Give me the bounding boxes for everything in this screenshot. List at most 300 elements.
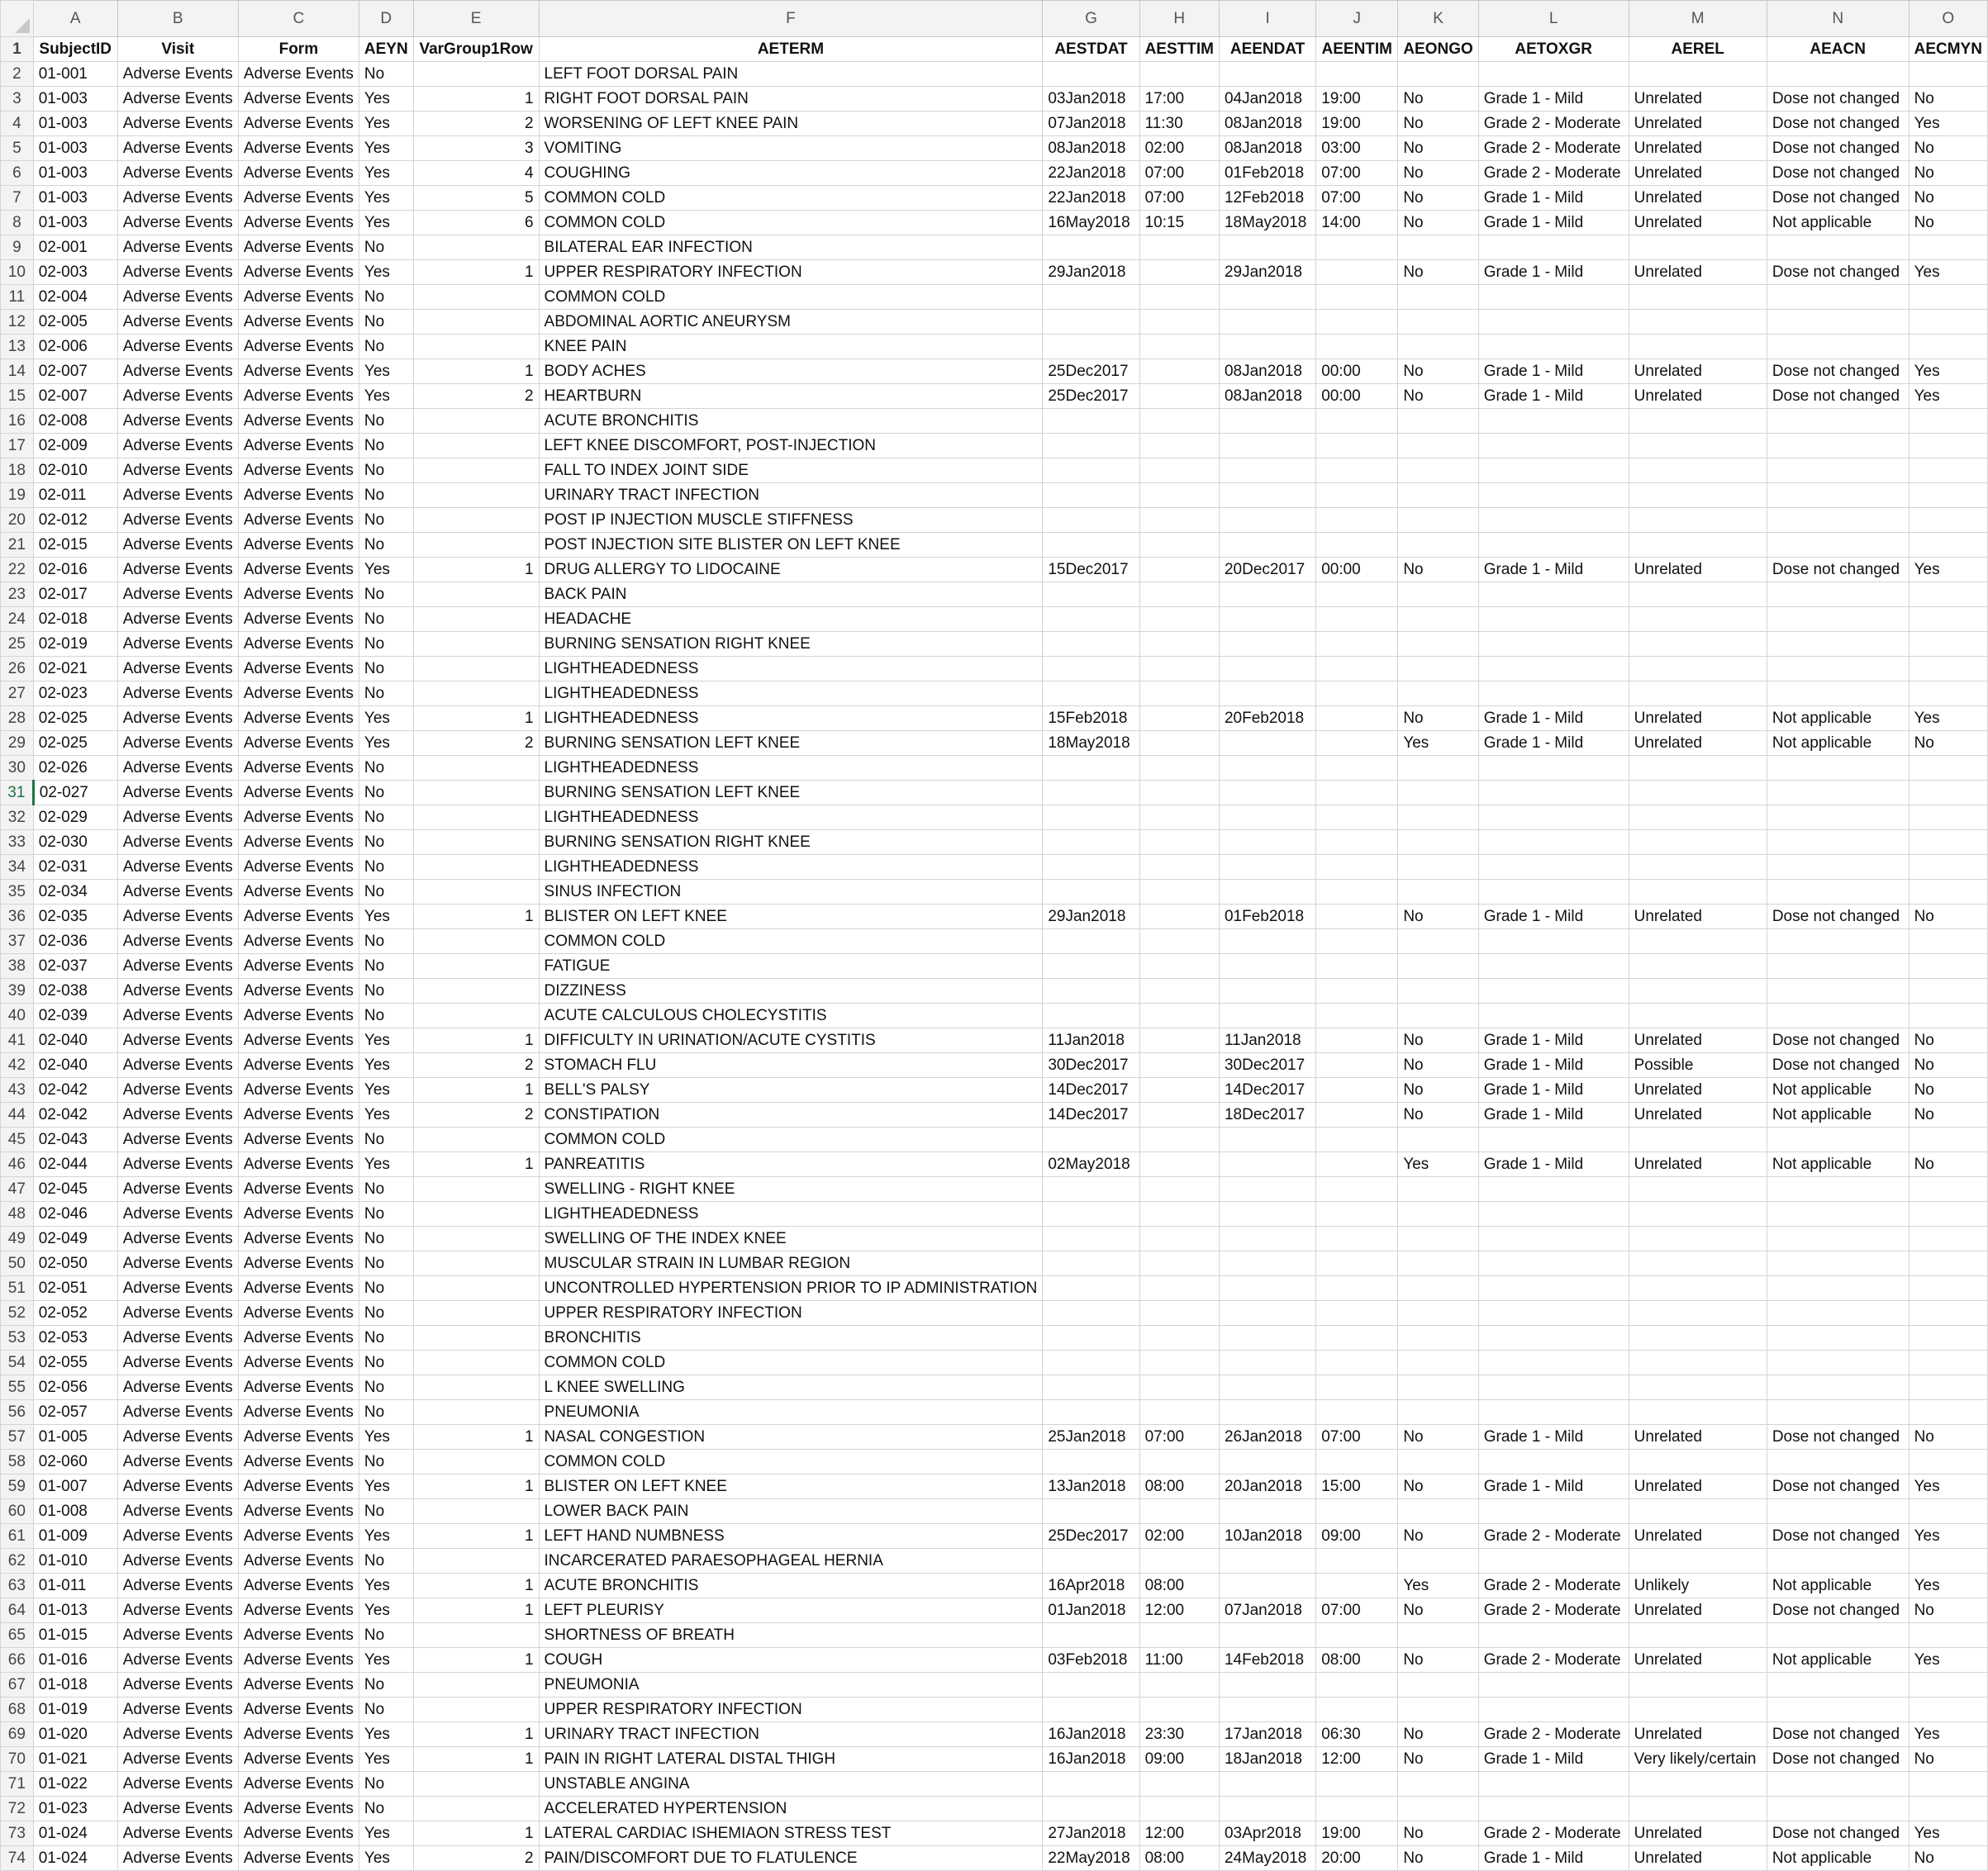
cell[interactable]: 00:00 (1316, 384, 1398, 409)
cell[interactable]: 01-024 (33, 1821, 117, 1846)
cell[interactable]: Adverse Events (238, 805, 359, 830)
field-header-cell[interactable]: AESTTIM (1139, 37, 1219, 62)
cell[interactable]: 04Jan2018 (1219, 87, 1315, 112)
cell[interactable]: 02-001 (33, 235, 117, 260)
cell[interactable]: Adverse Events (238, 112, 359, 136)
cell[interactable] (1316, 954, 1398, 979)
row-number[interactable]: 25 (1, 632, 34, 657)
cell[interactable]: PNEUMONIA (539, 1673, 1043, 1698)
cell[interactable]: 10Jan2018 (1219, 1524, 1315, 1549)
cell[interactable] (1219, 1549, 1315, 1574)
cell[interactable]: Adverse Events (117, 657, 238, 681)
cell[interactable] (1909, 582, 1987, 607)
cell[interactable]: Adverse Events (238, 681, 359, 706)
row-number[interactable]: 42 (1, 1053, 34, 1078)
cell[interactable]: Adverse Events (238, 731, 359, 756)
cell[interactable]: LIGHTHEADEDNESS (539, 805, 1043, 830)
cell[interactable]: 26Jan2018 (1219, 1425, 1315, 1450)
cell[interactable]: 02-049 (33, 1227, 117, 1251)
cell[interactable]: No (359, 1400, 413, 1425)
cell[interactable] (1043, 1128, 1139, 1152)
cell[interactable] (1219, 1698, 1315, 1722)
cell[interactable] (1767, 756, 1909, 781)
cell[interactable]: Grade 1 - Mild (1478, 1078, 1629, 1103)
cell[interactable] (1767, 1004, 1909, 1028)
cell[interactable]: Adverse Events (117, 1202, 238, 1227)
cell[interactable] (1909, 1326, 1987, 1351)
cell[interactable]: Adverse Events (117, 1722, 238, 1747)
cell[interactable]: No (1398, 706, 1478, 731)
cell[interactable] (1043, 1400, 1139, 1425)
cell[interactable]: 07:00 (1316, 1425, 1398, 1450)
cell[interactable] (1043, 434, 1139, 458)
cell[interactable]: 02-012 (33, 508, 117, 533)
cell[interactable]: COUGH (539, 1648, 1043, 1673)
cell[interactable] (1398, 756, 1478, 781)
cell[interactable]: Adverse Events (117, 1698, 238, 1722)
cell[interactable]: Unrelated (1629, 1425, 1767, 1450)
cell[interactable] (1767, 1375, 1909, 1400)
cell[interactable] (1139, 1276, 1219, 1301)
cell[interactable] (1478, 781, 1629, 805)
cell[interactable]: Very likely/certain (1629, 1747, 1767, 1772)
cell[interactable]: Unrelated (1629, 1078, 1767, 1103)
cell[interactable]: Dose not changed (1767, 384, 1909, 409)
cell[interactable] (413, 607, 539, 632)
cell[interactable]: 01-016 (33, 1648, 117, 1673)
cell[interactable] (1043, 310, 1139, 335)
cell[interactable]: 22Jan2018 (1043, 161, 1139, 186)
cell[interactable]: 02-060 (33, 1450, 117, 1474)
cell[interactable]: Adverse Events (117, 458, 238, 483)
cell[interactable]: Dose not changed (1767, 161, 1909, 186)
cell[interactable]: No (359, 1673, 413, 1698)
cell[interactable] (1219, 1276, 1315, 1301)
cell[interactable] (1139, 979, 1219, 1004)
cell[interactable]: UPPER RESPIRATORY INFECTION (539, 260, 1043, 285)
cell[interactable] (1139, 409, 1219, 434)
cell[interactable]: No (359, 657, 413, 681)
cell[interactable]: 02-029 (33, 805, 117, 830)
cell[interactable]: Not applicable (1767, 211, 1909, 235)
cell[interactable] (1139, 1128, 1219, 1152)
cell[interactable] (1767, 1202, 1909, 1227)
row-number[interactable]: 9 (1, 235, 34, 260)
cell[interactable]: Adverse Events (117, 260, 238, 285)
cell[interactable]: 02May2018 (1043, 1152, 1139, 1177)
cell[interactable] (1909, 62, 1987, 87)
cell[interactable] (1043, 1673, 1139, 1698)
cell[interactable] (1219, 1450, 1315, 1474)
cell[interactable]: Yes (359, 905, 413, 929)
cell[interactable]: Adverse Events (238, 1623, 359, 1648)
cell[interactable]: Adverse Events (238, 483, 359, 508)
cell[interactable] (1316, 607, 1398, 632)
cell[interactable]: URINARY TRACT INFECTION (539, 1722, 1043, 1747)
cell[interactable]: Adverse Events (238, 186, 359, 211)
cell[interactable]: Unlikely (1629, 1574, 1767, 1598)
cell[interactable] (1398, 1549, 1478, 1574)
cell[interactable] (1219, 929, 1315, 954)
cell[interactable]: Adverse Events (117, 409, 238, 434)
cell[interactable]: LEFT PLEURISY (539, 1598, 1043, 1623)
cell[interactable]: Grade 1 - Mild (1478, 1152, 1629, 1177)
row-number[interactable]: 35 (1, 880, 34, 905)
cell[interactable]: 02-030 (33, 830, 117, 855)
cell[interactable]: Adverse Events (117, 112, 238, 136)
row-number[interactable]: 10 (1, 260, 34, 285)
cell[interactable]: 01Feb2018 (1219, 161, 1315, 186)
cell[interactable]: 07Jan2018 (1043, 112, 1139, 136)
cell[interactable]: Yes (1909, 260, 1987, 285)
cell[interactable] (1139, 1078, 1219, 1103)
cell[interactable]: UNCONTROLLED HYPERTENSION PRIOR TO IP ADMINISTRATION (539, 1276, 1043, 1301)
cell[interactable]: No (1398, 87, 1478, 112)
cell[interactable]: 1 (413, 1425, 539, 1450)
row-number[interactable]: 74 (1, 1846, 34, 1871)
cell[interactable] (413, 1351, 539, 1375)
cell[interactable] (1139, 508, 1219, 533)
cell[interactable] (413, 1177, 539, 1202)
cell[interactable] (413, 533, 539, 558)
column-header-i[interactable]: I (1219, 1, 1315, 37)
cell[interactable] (1767, 1623, 1909, 1648)
cell[interactable]: No (1398, 359, 1478, 384)
cell[interactable]: 07:00 (1139, 1425, 1219, 1450)
cell[interactable] (1139, 1177, 1219, 1202)
cell[interactable] (1043, 409, 1139, 434)
cell[interactable]: 25Jan2018 (1043, 1425, 1139, 1450)
cell[interactable]: 18May2018 (1219, 211, 1315, 235)
cell[interactable] (1629, 1276, 1767, 1301)
cell[interactable] (1316, 1251, 1398, 1276)
cell[interactable] (1909, 1375, 1987, 1400)
cell[interactable]: Adverse Events (238, 1103, 359, 1128)
cell[interactable] (1629, 830, 1767, 855)
cell[interactable] (1629, 1004, 1767, 1028)
cell[interactable] (1909, 409, 1987, 434)
cell[interactable] (1478, 1004, 1629, 1028)
cell[interactable]: 01Jan2018 (1043, 1598, 1139, 1623)
cell[interactable]: 02-043 (33, 1128, 117, 1152)
cell[interactable]: Adverse Events (238, 1128, 359, 1152)
row-number[interactable]: 46 (1, 1152, 34, 1177)
column-header-a[interactable]: A (33, 1, 117, 37)
cell[interactable] (1909, 434, 1987, 458)
row-number[interactable]: 20 (1, 508, 34, 533)
cell[interactable] (1398, 235, 1478, 260)
field-header-cell[interactable]: AETOXGR (1478, 37, 1629, 62)
cell[interactable]: RIGHT FOOT DORSAL PAIN (539, 87, 1043, 112)
cell[interactable]: 19:00 (1316, 112, 1398, 136)
cell[interactable]: Dose not changed (1767, 1425, 1909, 1450)
cell[interactable]: COMMON COLD (539, 1351, 1043, 1375)
cell[interactable]: 01-022 (33, 1772, 117, 1797)
cell[interactable]: Yes (359, 161, 413, 186)
cell[interactable] (1043, 681, 1139, 706)
cell[interactable] (1219, 855, 1315, 880)
cell[interactable]: No (359, 632, 413, 657)
cell[interactable]: No (359, 483, 413, 508)
cell[interactable]: Adverse Events (117, 830, 238, 855)
cell[interactable]: Adverse Events (117, 706, 238, 731)
cell[interactable]: Dose not changed (1767, 359, 1909, 384)
cell[interactable]: 15Feb2018 (1043, 706, 1139, 731)
cell[interactable]: ACUTE CALCULOUS CHOLECYSTITIS (539, 1004, 1043, 1028)
row-number[interactable]: 52 (1, 1301, 34, 1326)
cell[interactable] (1629, 607, 1767, 632)
cell[interactable]: Grade 1 - Mild (1478, 211, 1629, 235)
cell[interactable] (1767, 1326, 1909, 1351)
cell[interactable]: Adverse Events (238, 1450, 359, 1474)
cell[interactable]: No (1398, 1028, 1478, 1053)
cell[interactable]: 01-024 (33, 1846, 117, 1871)
cell[interactable]: 2 (413, 384, 539, 409)
cell[interactable] (1219, 285, 1315, 310)
cell[interactable]: 15:00 (1316, 1474, 1398, 1499)
cell[interactable]: COMMON COLD (539, 186, 1043, 211)
cell[interactable]: No (359, 1375, 413, 1400)
cell[interactable] (1316, 1549, 1398, 1574)
cell[interactable]: Adverse Events (238, 310, 359, 335)
cell[interactable] (1478, 533, 1629, 558)
cell[interactable]: Grade 1 - Mild (1478, 260, 1629, 285)
cell[interactable]: No (1909, 1846, 1987, 1871)
cell[interactable] (1316, 1103, 1398, 1128)
field-header-cell[interactable]: AEENTIM (1316, 37, 1398, 62)
cell[interactable] (1398, 929, 1478, 954)
cell[interactable] (1478, 1128, 1629, 1152)
cell[interactable] (1139, 607, 1219, 632)
cell[interactable]: 07:00 (1316, 161, 1398, 186)
cell[interactable] (1629, 1227, 1767, 1251)
cell[interactable]: Adverse Events (117, 1351, 238, 1375)
cell[interactable] (1767, 1549, 1909, 1574)
cell[interactable] (1139, 335, 1219, 359)
cell[interactable]: 14:00 (1316, 211, 1398, 235)
cell[interactable]: Grade 2 - Moderate (1478, 1574, 1629, 1598)
cell[interactable] (1219, 681, 1315, 706)
cell[interactable]: Adverse Events (238, 1772, 359, 1797)
cell[interactable]: No (359, 607, 413, 632)
column-header-d[interactable]: D (359, 1, 413, 37)
cell[interactable] (1043, 1177, 1139, 1202)
cell[interactable]: BURNING SENSATION LEFT KNEE (539, 781, 1043, 805)
cell[interactable] (1767, 62, 1909, 87)
cell[interactable]: BLISTER ON LEFT KNEE (539, 905, 1043, 929)
cell[interactable] (1629, 805, 1767, 830)
cell[interactable] (1909, 880, 1987, 905)
cell[interactable] (1478, 1673, 1629, 1698)
cell[interactable]: No (1398, 1821, 1478, 1846)
cell[interactable]: 08Jan2018 (1219, 112, 1315, 136)
cell[interactable]: No (1909, 1425, 1987, 1450)
row-number[interactable]: 53 (1, 1326, 34, 1351)
cell[interactable] (1139, 582, 1219, 607)
cell[interactable]: 02-034 (33, 880, 117, 905)
cell[interactable]: Yes (359, 1648, 413, 1673)
cell[interactable]: Grade 2 - Moderate (1478, 1821, 1629, 1846)
cell[interactable]: 02-040 (33, 1028, 117, 1053)
cell[interactable] (1629, 929, 1767, 954)
cell[interactable] (1139, 1227, 1219, 1251)
row-number[interactable]: 36 (1, 905, 34, 929)
cell[interactable]: 02-053 (33, 1326, 117, 1351)
cell[interactable]: Adverse Events (238, 1524, 359, 1549)
cell[interactable]: 02-045 (33, 1177, 117, 1202)
row-number[interactable]: 19 (1, 483, 34, 508)
cell[interactable]: Adverse Events (238, 409, 359, 434)
cell[interactable] (1478, 954, 1629, 979)
cell[interactable]: Dose not changed (1767, 1474, 1909, 1499)
cell[interactable]: Adverse Events (117, 1028, 238, 1053)
cell[interactable] (1629, 1251, 1767, 1276)
cell[interactable]: 1 (413, 1747, 539, 1772)
cell[interactable]: Yes (1909, 384, 1987, 409)
cell[interactable]: Grade 2 - Moderate (1478, 112, 1629, 136)
cell[interactable]: 2 (413, 1846, 539, 1871)
cell[interactable] (1219, 731, 1315, 756)
cell[interactable]: Adverse Events (117, 607, 238, 632)
row-number[interactable]: 66 (1, 1648, 34, 1673)
cell[interactable]: 18May2018 (1043, 731, 1139, 756)
cell[interactable]: Adverse Events (117, 1326, 238, 1351)
cell[interactable]: 20Dec2017 (1219, 558, 1315, 582)
cell[interactable] (1629, 1499, 1767, 1524)
cell[interactable] (1316, 1375, 1398, 1400)
cell[interactable]: Yes (359, 1846, 413, 1871)
cell[interactable]: Adverse Events (238, 285, 359, 310)
cell[interactable]: Adverse Events (117, 1053, 238, 1078)
cell[interactable] (1909, 335, 1987, 359)
cell[interactable]: Adverse Events (238, 607, 359, 632)
cell[interactable] (1316, 434, 1398, 458)
cell[interactable]: LEFT FOOT DORSAL PAIN (539, 62, 1043, 87)
cell[interactable]: Grade 1 - Mild (1478, 1474, 1629, 1499)
cell[interactable]: Adverse Events (117, 335, 238, 359)
cell[interactable]: 2 (413, 112, 539, 136)
cell[interactable] (1767, 855, 1909, 880)
cell[interactable]: No (359, 880, 413, 905)
cell[interactable] (1767, 1128, 1909, 1152)
cell[interactable]: 01-001 (33, 62, 117, 87)
cell[interactable]: 02:00 (1139, 1524, 1219, 1549)
cell[interactable]: 02-046 (33, 1202, 117, 1227)
cell[interactable]: Adverse Events (238, 1326, 359, 1351)
cell[interactable]: Grade 2 - Moderate (1478, 136, 1629, 161)
cell[interactable]: 08Jan2018 (1219, 359, 1315, 384)
row-number[interactable]: 62 (1, 1549, 34, 1574)
cell[interactable]: Yes (1909, 359, 1987, 384)
cell[interactable]: Yes (359, 87, 413, 112)
cell[interactable]: LIGHTHEADEDNESS (539, 1202, 1043, 1227)
cell[interactable]: Grade 1 - Mild (1478, 1028, 1629, 1053)
cell[interactable]: Yes (359, 384, 413, 409)
field-header-cell[interactable]: SubjectID (33, 37, 117, 62)
cell[interactable] (1478, 756, 1629, 781)
cell[interactable]: Adverse Events (238, 161, 359, 186)
cell[interactable]: 01-008 (33, 1499, 117, 1524)
cell[interactable] (1629, 1673, 1767, 1698)
cell[interactable]: 20Jan2018 (1219, 1474, 1315, 1499)
cell[interactable] (1316, 1673, 1398, 1698)
cell[interactable]: Yes (359, 1598, 413, 1623)
cell[interactable]: Not applicable (1767, 706, 1909, 731)
cell[interactable]: Adverse Events (238, 1673, 359, 1698)
cell[interactable]: 02-004 (33, 285, 117, 310)
cell[interactable] (1316, 533, 1398, 558)
cell[interactable]: 01Feb2018 (1219, 905, 1315, 929)
cell[interactable]: 1 (413, 1574, 539, 1598)
row-number[interactable]: 38 (1, 954, 34, 979)
cell[interactable] (1219, 1251, 1315, 1276)
cell[interactable]: 25Dec2017 (1043, 384, 1139, 409)
cell[interactable]: 02-042 (33, 1103, 117, 1128)
cell[interactable]: BURNING SENSATION LEFT KNEE (539, 731, 1043, 756)
cell[interactable]: 1 (413, 260, 539, 285)
cell[interactable]: ACCELERATED HYPERTENSION (539, 1797, 1043, 1821)
cell[interactable]: No (1398, 1524, 1478, 1549)
cell[interactable]: 03:00 (1316, 136, 1398, 161)
cell[interactable] (1909, 1772, 1987, 1797)
cell[interactable]: Unrelated (1629, 1821, 1767, 1846)
cell[interactable] (1398, 434, 1478, 458)
cell[interactable]: Yes (359, 1821, 413, 1846)
cell[interactable] (413, 954, 539, 979)
cell[interactable]: 14Feb2018 (1219, 1648, 1315, 1673)
cell[interactable]: Adverse Events (238, 1351, 359, 1375)
cell[interactable] (1316, 1623, 1398, 1648)
cell[interactable]: 01-003 (33, 136, 117, 161)
cell[interactable] (1629, 1375, 1767, 1400)
cell[interactable] (1316, 458, 1398, 483)
cell[interactable] (413, 1797, 539, 1821)
cell[interactable]: 02-035 (33, 905, 117, 929)
cell[interactable]: Yes (359, 211, 413, 235)
row-number[interactable]: 49 (1, 1227, 34, 1251)
cell[interactable] (1909, 632, 1987, 657)
cell[interactable]: Adverse Events (238, 235, 359, 260)
cell[interactable]: 08:00 (1139, 1474, 1219, 1499)
cell[interactable]: Yes (359, 359, 413, 384)
cell[interactable] (1909, 1698, 1987, 1722)
cell[interactable] (1219, 979, 1315, 1004)
row-number[interactable]: 26 (1, 657, 34, 681)
cell[interactable] (1478, 1326, 1629, 1351)
cell[interactable]: No (1909, 186, 1987, 211)
cell[interactable] (413, 1202, 539, 1227)
cell[interactable] (1043, 1549, 1139, 1574)
cell[interactable]: Unrelated (1629, 384, 1767, 409)
cell[interactable]: No (359, 756, 413, 781)
cell[interactable] (1629, 1623, 1767, 1648)
row-number[interactable]: 22 (1, 558, 34, 582)
cell[interactable]: DIZZINESS (539, 979, 1043, 1004)
cell[interactable] (1219, 1400, 1315, 1425)
cell[interactable] (1316, 1400, 1398, 1425)
cell[interactable]: 02-042 (33, 1078, 117, 1103)
cell[interactable]: No (1398, 1747, 1478, 1772)
cell[interactable] (413, 855, 539, 880)
cell[interactable]: Adverse Events (238, 1202, 359, 1227)
cell[interactable] (1398, 1276, 1478, 1301)
cell[interactable]: Adverse Events (117, 1772, 238, 1797)
cell[interactable]: 29Jan2018 (1043, 260, 1139, 285)
cell[interactable]: Yes (359, 558, 413, 582)
cell[interactable]: Adverse Events (117, 533, 238, 558)
cell[interactable]: Grade 1 - Mild (1478, 731, 1629, 756)
cell[interactable] (1316, 657, 1398, 681)
